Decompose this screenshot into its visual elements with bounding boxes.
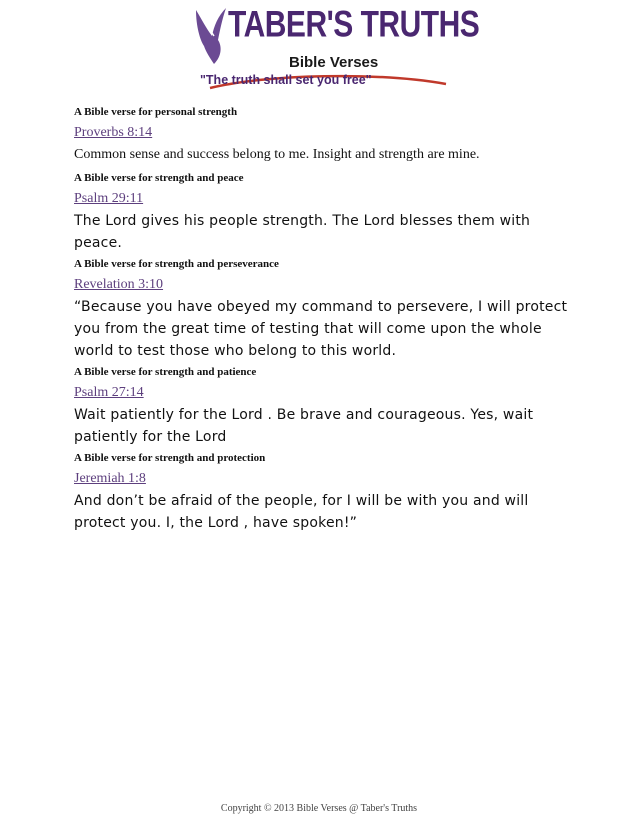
- verse-reference-link[interactable]: Revelation 3:10: [74, 277, 164, 292]
- brand-title: TABER'S TRUTHS: [228, 4, 480, 46]
- verse-reference-link[interactable]: Proverbs 8:14: [74, 125, 153, 140]
- dove-icon: [192, 6, 232, 68]
- verse-reference-link[interactable]: Jeremiah 1:8: [74, 471, 146, 486]
- verse-text: Common sense and success belong to me. Insight and strength are mine.: [74, 147, 480, 162]
- brand-slogan: "The truth shall set you free": [200, 73, 372, 87]
- verse-text: Wait patiently for the Lord . Be brave and courageous. Yes, wait patiently for the Lord: [74, 407, 534, 445]
- verse-section: [74, 170, 574, 254]
- section-heading: A Bible verse for strength and perseverance: [74, 258, 279, 270]
- section-heading: A Bible verse for strength and patience: [74, 366, 257, 378]
- verse-text: “Because you have obeyed my command to persevere, I will protect you from the great time of testing that will come upon the whole world to test those who belong to this world.: [74, 299, 568, 359]
- verse-reference-link[interactable]: Psalm 29:11: [74, 191, 144, 206]
- verse-list: [74, 104, 574, 536]
- section-heading: A Bible verse for strength and protection: [74, 452, 266, 464]
- page-footer: Copyright © 2013 Bible Verses @ Taber's Truths: [220, 803, 418, 814]
- verse-text: And don’t be afraid of the people, for I will be with you and will protect you. I, the Lord , have spoken!”: [74, 493, 529, 531]
- verse-text: The Lord gives his people strength. The Lord blesses them with peace.: [74, 213, 531, 251]
- section-heading: A Bible verse for strength and peace: [74, 172, 244, 184]
- verse-section: [74, 364, 574, 448]
- verse-reference-link[interactable]: Psalm 27:14: [74, 385, 144, 400]
- verse-section: [74, 104, 574, 166]
- verse-section: [74, 450, 574, 534]
- section-heading: A Bible verse for personal strength: [74, 106, 238, 118]
- site-logo: [188, 4, 480, 90]
- verse-section: [74, 256, 574, 362]
- brand-subtitle: Bible Verses: [289, 54, 379, 71]
